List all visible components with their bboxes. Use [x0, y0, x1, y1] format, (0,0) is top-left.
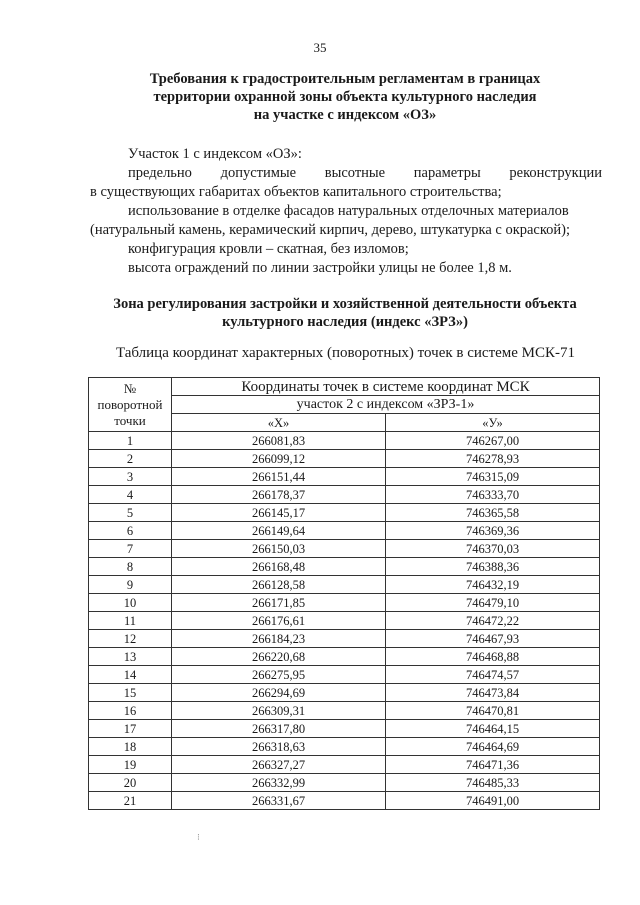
- point-number-cell: 7: [89, 540, 172, 558]
- point-number-cell: 6: [89, 522, 172, 540]
- table-row: [89, 432, 600, 450]
- header-x: «X»: [172, 414, 386, 432]
- x-coordinate-cell: 266099,12: [172, 450, 386, 468]
- table-row: [89, 594, 600, 612]
- point-number-cell: 14: [89, 666, 172, 684]
- section-title-line: территории охранной зоны объекта культурного наследия: [153, 89, 537, 105]
- point-number-cell: 12: [89, 630, 172, 648]
- x-coordinate-cell: 266294,69: [172, 684, 386, 702]
- requirements-text: [90, 145, 602, 278]
- y-coordinate-cell: 746388,36: [386, 558, 600, 576]
- header-point-line: №: [123, 380, 137, 396]
- point-number-cell: 10: [89, 594, 172, 612]
- y-coordinate-cell: 746267,00: [386, 432, 600, 450]
- point-number-cell: 15: [89, 684, 172, 702]
- section-title-line: культурного наследия (индекс «ЗРЗ»): [222, 314, 468, 330]
- point-number-cell: 3: [89, 468, 172, 486]
- point-number-cell: 9: [89, 576, 172, 594]
- y-coordinate-cell: 746472,22: [386, 612, 600, 630]
- table-row: [89, 648, 600, 666]
- paragraph-line: конфигурация кровли – скатная, без изломов;: [128, 241, 409, 257]
- x-coordinate-cell: 266151,44: [172, 468, 386, 486]
- x-coordinate-cell: 266171,85: [172, 594, 386, 612]
- y-coordinate-cell: 746468,88: [386, 648, 600, 666]
- table-body: [89, 432, 600, 810]
- table-row: [89, 666, 600, 684]
- scan-mark: ⁝: [197, 832, 200, 842]
- x-coordinate-cell: 266220,68: [172, 648, 386, 666]
- y-coordinate-cell: 746470,81: [386, 702, 600, 720]
- y-coordinate-cell: 746473,84: [386, 684, 600, 702]
- x-coordinate-cell: 266145,17: [172, 504, 386, 522]
- section-title-line: Зона регулирования застройки и хозяйственной деятельности объекта: [113, 296, 577, 312]
- y-coordinate-cell: 746467,93: [386, 630, 600, 648]
- x-coordinate-cell: 266128,58: [172, 576, 386, 594]
- y-coordinate-cell: 746471,36: [386, 756, 600, 774]
- section-title-oz: [90, 70, 600, 124]
- table-row: [89, 576, 600, 594]
- table-row: [89, 792, 600, 810]
- y-coordinate-cell: 746485,33: [386, 774, 600, 792]
- x-coordinate-cell: 266178,37: [172, 486, 386, 504]
- y-coordinate-cell: 746464,69: [386, 738, 600, 756]
- table-row: [89, 738, 600, 756]
- y-coordinate-cell: 746474,57: [386, 666, 600, 684]
- table-row: [89, 756, 600, 774]
- paragraph-line: высота ограждений по линии застройки улицы не более 1,8 м.: [128, 260, 512, 276]
- point-number-cell: 1: [89, 432, 172, 450]
- table-row: [89, 522, 600, 540]
- paragraph-line: (натуральный камень, керамический кирпич, дерево, штукатурка с окраской);: [90, 222, 571, 238]
- point-number-cell: 21: [89, 792, 172, 810]
- y-coordinate-cell: 746333,70: [386, 486, 600, 504]
- y-coordinate-cell: 746369,36: [386, 522, 600, 540]
- x-coordinate-cell: 266081,83: [172, 432, 386, 450]
- table-caption: Таблица координат характерных (поворотных) точек в системе МСК-71: [115, 345, 576, 361]
- table-row: [89, 612, 600, 630]
- header-point-number: [89, 378, 172, 432]
- coordinates-table: [88, 377, 600, 810]
- table-row: [89, 540, 600, 558]
- header-point-line: поворотной: [97, 396, 163, 412]
- page-number: 35: [313, 40, 327, 55]
- x-coordinate-cell: 266309,31: [172, 702, 386, 720]
- point-number-cell: 11: [89, 612, 172, 630]
- section-title-line: Требования к градостроительным регламентам в границах: [149, 71, 541, 87]
- table-row: [89, 702, 600, 720]
- plot-heading: Участок 1 с индексом «ОЗ»:: [128, 146, 302, 162]
- paragraph-line: предельно допустимые высотные параметры реконструкции: [128, 165, 602, 181]
- y-coordinate-cell: 746370,03: [386, 540, 600, 558]
- table-row: [89, 720, 600, 738]
- x-coordinate-cell: 266150,03: [172, 540, 386, 558]
- header-plot: участок 2 с индексом «ЗРЗ-1»: [172, 396, 600, 414]
- point-number-cell: 5: [89, 504, 172, 522]
- x-coordinate-cell: 266149,64: [172, 522, 386, 540]
- x-coordinate-cell: 266318,63: [172, 738, 386, 756]
- y-coordinate-cell: 746464,15: [386, 720, 600, 738]
- x-coordinate-cell: 266176,61: [172, 612, 386, 630]
- point-number-cell: 19: [89, 756, 172, 774]
- paragraph-line: в существующих габаритах объектов капитального строительства;: [90, 184, 502, 200]
- point-number-cell: 13: [89, 648, 172, 666]
- point-number-cell: 17: [89, 720, 172, 738]
- y-coordinate-cell: 746491,00: [386, 792, 600, 810]
- x-coordinate-cell: 266184,23: [172, 630, 386, 648]
- x-coordinate-cell: 266275,95: [172, 666, 386, 684]
- section-title-zrz: [90, 295, 600, 331]
- table-row: [89, 558, 600, 576]
- section-title-line: на участке с индексом «ОЗ»: [253, 107, 437, 123]
- paragraph-line: использование в отделке фасадов натуральных отделочных материалов: [128, 203, 569, 219]
- table-row: [89, 684, 600, 702]
- table-row: [89, 468, 600, 486]
- point-number-cell: 2: [89, 450, 172, 468]
- point-number-cell: 8: [89, 558, 172, 576]
- table-row: [89, 504, 600, 522]
- y-coordinate-cell: 746278,93: [386, 450, 600, 468]
- point-number-cell: 20: [89, 774, 172, 792]
- table-row: [89, 450, 600, 468]
- table-row: [89, 630, 600, 648]
- header-point-line: точки: [114, 412, 146, 428]
- table-row: [89, 486, 600, 504]
- table-row: [89, 774, 600, 792]
- x-coordinate-cell: 266327,27: [172, 756, 386, 774]
- y-coordinate-cell: 746315,09: [386, 468, 600, 486]
- x-coordinate-cell: 266331,67: [172, 792, 386, 810]
- x-coordinate-cell: 266317,80: [172, 720, 386, 738]
- x-coordinate-cell: 266332,99: [172, 774, 386, 792]
- y-coordinate-cell: 746365,58: [386, 504, 600, 522]
- point-number-cell: 4: [89, 486, 172, 504]
- y-coordinate-cell: 746432,19: [386, 576, 600, 594]
- header-y: «У»: [386, 414, 600, 432]
- y-coordinate-cell: 746479,10: [386, 594, 600, 612]
- point-number-cell: 16: [89, 702, 172, 720]
- x-coordinate-cell: 266168,48: [172, 558, 386, 576]
- header-coordinates: Координаты точек в системе координат МСК: [172, 378, 600, 396]
- point-number-cell: 18: [89, 738, 172, 756]
